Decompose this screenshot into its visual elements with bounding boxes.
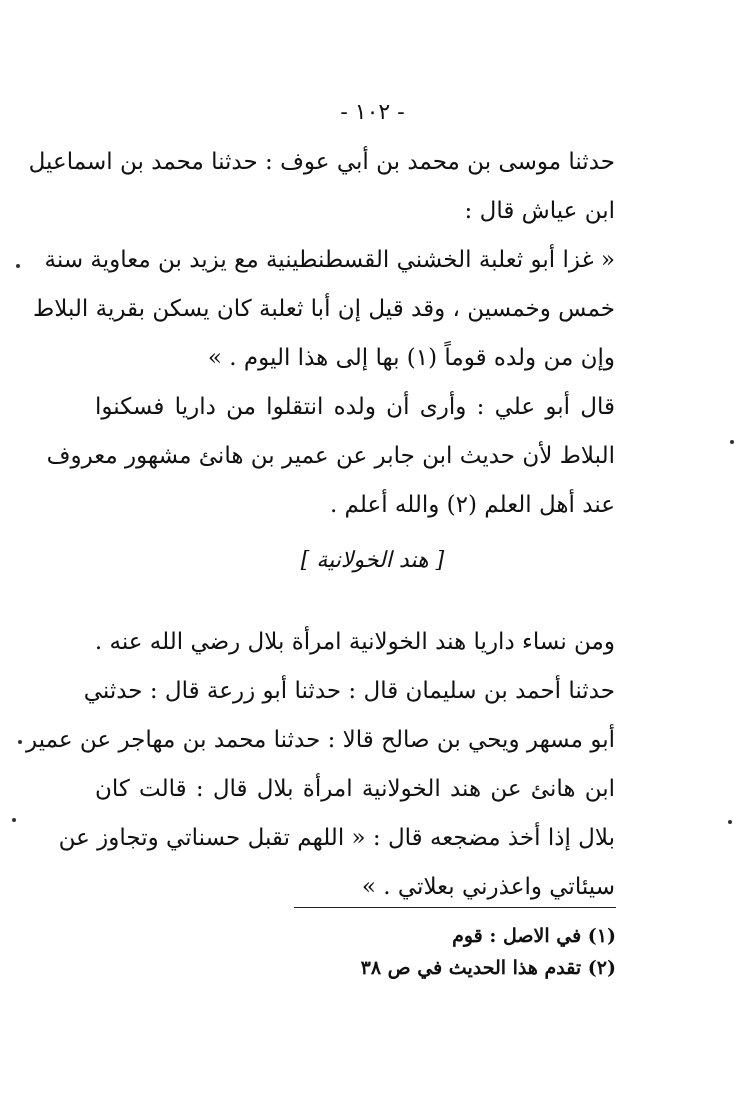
page-number: - ١٠٢ -: [340, 100, 405, 125]
text-line: وإن من ولده قوماً (١) بها إلى هذا اليوم . »: [207, 345, 615, 371]
text-line: « غزا أبو ثعلبة الخشني القسطنطينية مع يزيد بن معاوية سنة: [44, 247, 615, 273]
paragraph-abu-thalaba: [28, 138, 615, 530]
text-line: عند أهل العلم (٢) والله أعلم .: [329, 492, 615, 518]
text-line: البلاط لأن حديث ابن جابر عن عمير بن هانئ مشهور معروف: [46, 443, 615, 469]
scan-speck: [730, 440, 734, 444]
text-line: حدثنا موسى بن محمد بن أبي عوف : حدثنا محمد بن اسماعيل: [28, 149, 615, 175]
footnotes: [294, 920, 616, 984]
text-line: خمس وخمسين ، وقد قيل إن أبا ثعلبة كان يسكن بقرية البلاط: [32, 296, 615, 322]
footnote: (١) في الاصل : قوم: [452, 925, 616, 947]
text-line: أبو مسهر ويحي بن صالح قالا : حدثنا محمد بن مهاجر عن عمير: [25, 727, 615, 753]
text-line: ومن نساء داريا هند الخولانية امرأة بلال رضي الله عنه .: [94, 629, 615, 655]
scan-speck: [16, 264, 20, 268]
text-line: ابن عياش قال :: [464, 198, 615, 224]
section-heading: [ هند الخولانية ]: [300, 548, 445, 573]
footnote: (٢) تقدم هذا الحديث في ص ٣٨: [360, 957, 616, 979]
text-line: ابن هانئ عن هند الخولانية امرأة بلال قال : قالت كان: [95, 776, 615, 802]
text-line: حدثنا أحمد بن سليمان قال : حدثنا أبو زرعة قال : حدثني: [83, 678, 615, 704]
scan-speck: [12, 818, 16, 822]
text-line: قال أبو علي : وأرى أن ولده انتقلوا من داريا فسكنوا: [95, 394, 615, 420]
scan-speck: [18, 740, 22, 744]
footnote-divider: [294, 907, 616, 908]
text-line: بلال إذا أخذ مضجعه قال : « اللهم تقبل حسناتي وتجاوز عن: [58, 825, 615, 851]
paragraph-hind: [25, 618, 615, 912]
scan-speck: [728, 820, 732, 824]
text-line: سيئاتي واعذرني بعلاتي . »: [361, 874, 615, 900]
